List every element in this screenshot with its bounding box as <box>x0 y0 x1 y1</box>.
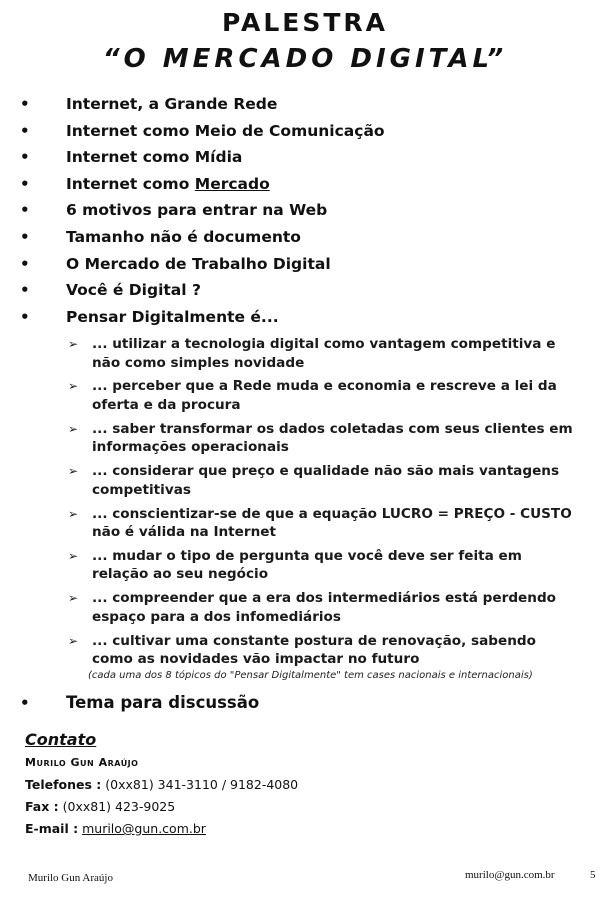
list-item <box>20 147 600 174</box>
list-item-text: Você é Digital ? <box>66 281 201 300</box>
contact-heading: Contato <box>25 730 97 749</box>
sub-topic-list <box>68 335 603 674</box>
footer-email: murilo@gun.com.br <box>465 869 555 881</box>
page-number: 5 <box>590 869 596 881</box>
list-item <box>20 254 600 281</box>
bullet-dot-icon: • <box>20 281 30 300</box>
document-title: PALESTRA <box>221 8 389 37</box>
sub-list-item-text: ... utilizar a tecnologia digital como vantagem competitiva e não como simples novidade <box>92 336 556 371</box>
footer-author: Murilo Gun Araújo <box>28 872 113 884</box>
list-item-text <box>66 174 270 194</box>
list-item-text: Internet como Meio de Comunicação <box>66 121 385 140</box>
arrow-right-icon: ➢ <box>68 591 79 606</box>
list-item <box>20 307 600 334</box>
sub-list-item <box>68 589 603 631</box>
sub-list-item <box>68 335 603 377</box>
list-item <box>20 200 600 227</box>
bullet-dot-icon: • <box>20 694 30 712</box>
cases-note: (cada uma dos 8 tópicos do "Pensar Digitalmente" tem cases nacionais e internacionais) <box>88 670 533 681</box>
sub-list-item-text: ... saber transformar os dados coletadas com seus clientes em informações operacionais <box>92 420 573 456</box>
bullet-dot-icon: • <box>20 95 30 113</box>
list-item-text: Tamanho não é documento <box>66 227 301 246</box>
list-item <box>20 121 600 148</box>
email-link[interactable]: murilo@gun.com.br <box>82 821 206 836</box>
list-item <box>20 280 600 307</box>
bullet-dot-icon: • <box>20 174 30 193</box>
sub-list-item <box>68 547 603 589</box>
sub-list-item-text: ... considerar que preço e qualidade não são mais vantagens competitivas <box>92 463 560 498</box>
phone-label: Telefones : <box>25 777 102 792</box>
sub-list-item-text: ... conscientizar-se de que a equação LUCRO = PREÇO - CUSTO não é válida na Internet <box>92 505 572 541</box>
list-item <box>20 693 600 720</box>
sub-list-item-text: ... mudar o tipo de pergunta que você deve ser feita em relação ao seu negócio <box>92 547 522 583</box>
arrow-right-icon: ➢ <box>68 421 79 436</box>
bullet-dot-icon: • <box>20 254 30 273</box>
list-item-row <box>20 693 600 720</box>
sub-list-item-text: ... cultivar uma constante postura de renovação, sabendo como as novidades vão impactar no futuro <box>92 632 536 668</box>
fax-label: Fax : <box>25 799 59 814</box>
bullet-dot-icon: • <box>20 121 30 140</box>
arrow-right-icon: ➢ <box>68 379 79 394</box>
bullet-dot-icon: • <box>20 307 30 326</box>
sub-list-item <box>68 462 603 504</box>
list-item-text: Pensar Digitalmente é... <box>66 307 279 326</box>
list-item <box>20 227 600 254</box>
bullet-dot-icon: • <box>20 148 30 167</box>
sub-list-item <box>68 377 603 419</box>
contact-phone <box>25 777 298 792</box>
list-item-text: O Mercado de Trabalho Digital <box>66 254 331 273</box>
arrow-right-icon: ➢ <box>68 337 79 351</box>
sub-list-item <box>68 420 603 462</box>
list-item-text: 6 motivos para entrar na Web <box>66 201 328 220</box>
list-item <box>20 94 600 121</box>
phone-value: (0xx81) 341-3110 / 9182-4080 <box>101 777 299 792</box>
topic-list <box>20 94 600 333</box>
arrow-right-icon: ➢ <box>68 633 79 648</box>
contact-name: Murilo Gun Araújo <box>25 756 139 769</box>
list-item-text: Tema para discussão <box>66 693 260 712</box>
sub-list-item-text: ... compreender que a era dos intermediários está perdendo espaço para a dos infomediários <box>92 590 557 625</box>
bullet-dot-icon: • <box>20 227 30 246</box>
sub-list-item-text: ... perceber que a Rede muda e economia e rescreve a lei da oferta e da procura <box>92 378 557 413</box>
list-item-text: Internet, a Grande Rede <box>66 95 278 113</box>
contact-fax <box>25 799 175 814</box>
list-item <box>20 174 600 201</box>
contact-email <box>25 821 206 836</box>
arrow-right-icon: ➢ <box>68 464 79 479</box>
list-item-prefix: Internet como <box>66 174 195 193</box>
sub-list-item <box>68 505 603 547</box>
email-label: E-mail : <box>25 821 79 836</box>
list-item-text: Internet como Mídia <box>66 148 243 167</box>
underlined-word: Mercado <box>194 174 270 193</box>
arrow-right-icon: ➢ <box>68 506 79 521</box>
arrow-right-icon: ➢ <box>68 548 79 563</box>
sub-list-item <box>68 632 603 674</box>
document-subtitle: “O MERCADO DIGITAL” <box>102 44 508 74</box>
fax-value: (0xx81) 423-9025 <box>58 799 176 814</box>
bullet-dot-icon: • <box>20 201 30 220</box>
